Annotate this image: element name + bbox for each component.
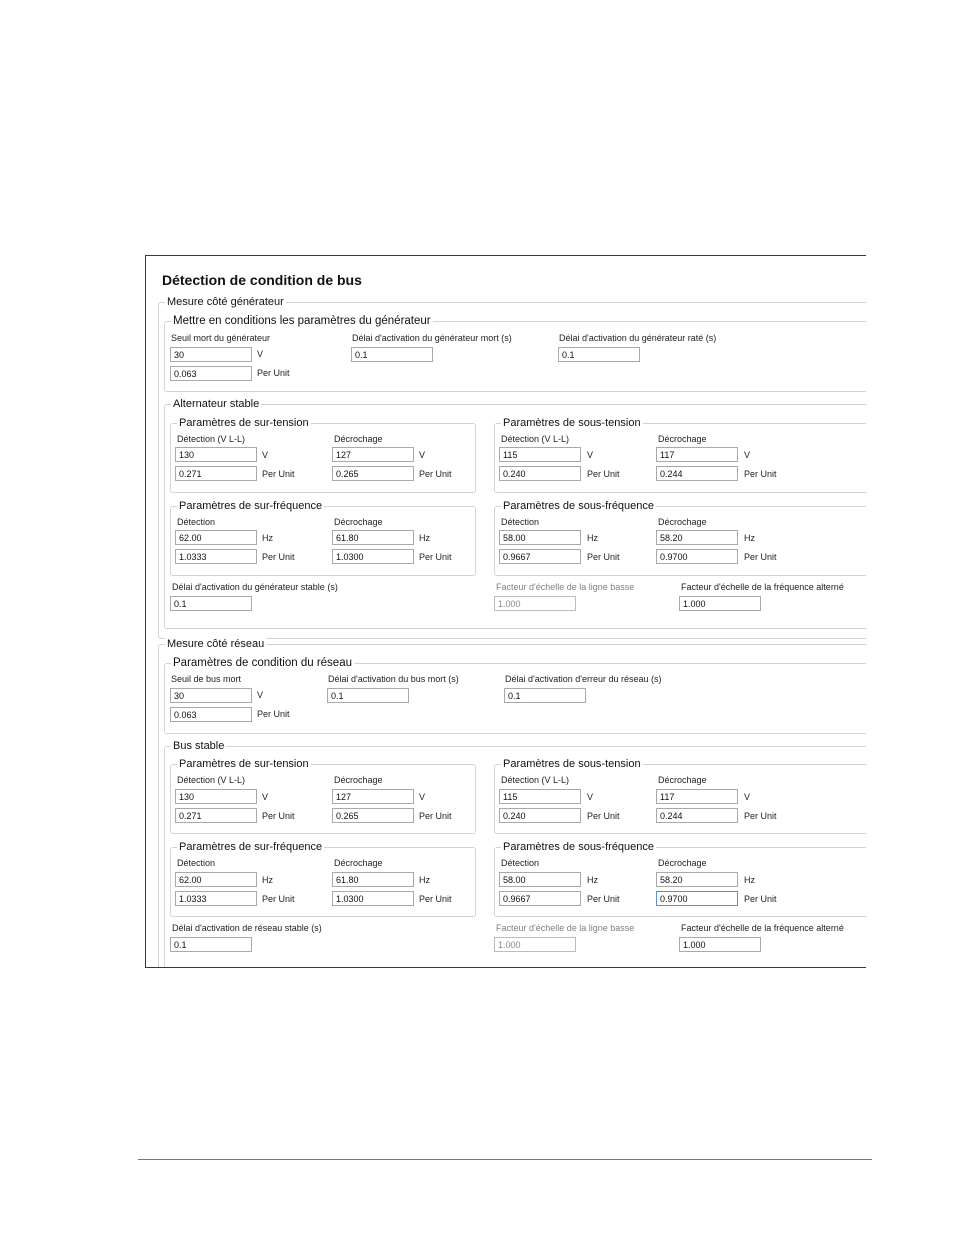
gen-of-drop-pu-input[interactable] xyxy=(332,549,414,564)
net-low-line-label: Facteur d'échelle de la ligne basse xyxy=(496,923,635,933)
net-uf-detect-pu-input[interactable] xyxy=(499,891,581,906)
bus-stable-legend: Bus stable xyxy=(173,740,225,752)
net-dead-threshold-v-unit: V xyxy=(257,690,264,700)
net-uv-drop-pu-input[interactable] xyxy=(656,808,738,823)
net-of-pu-unit: Per Unit xyxy=(262,894,295,904)
gen-overvoltage-legend: Paramètres de sur-tension xyxy=(179,417,309,429)
net-alt-freq-label: Facteur d'échelle de la fréquence alterné xyxy=(681,923,844,933)
net-uf-drop-hz-input[interactable] xyxy=(656,872,738,887)
net-dead-threshold-v-input[interactable] xyxy=(170,688,252,703)
gen-alt-freq-label: Facteur d'échelle de la fréquence alterné xyxy=(681,582,844,592)
net-of-hz-unit: Hz xyxy=(262,875,273,885)
generator-measure-legend: Mesure côté générateur xyxy=(167,296,284,308)
gen-uv-drop-v-unit: V xyxy=(744,450,751,460)
net-dead-threshold-pu-unit: Per Unit xyxy=(257,709,290,719)
net-stable-delay-label: Délai d'activation de réseau stable (s) xyxy=(172,923,322,933)
net-error-delay-label: Délai d'activation d'erreur du réseau (s) xyxy=(505,674,662,684)
net-uv-drop-pu-unit: Per Unit xyxy=(744,811,777,821)
gen-of-drop-hz-input[interactable] xyxy=(332,530,414,545)
gen-failed-delay-label: Délai d'activation du générateur raté (s) xyxy=(559,333,717,343)
gen-dead-threshold-v-unit: V xyxy=(257,349,264,359)
net-uv-drop-label: Décrochage xyxy=(658,775,707,785)
gen-ov-drop-label: Décrochage xyxy=(334,434,383,444)
gen-uv-detect-pu-input[interactable] xyxy=(499,466,581,481)
net-uv-detect-label: Détection (V L-L) xyxy=(501,775,570,785)
gen-uf-detect-pu-input[interactable] xyxy=(499,549,581,564)
gen-ov-detect-v-input[interactable] xyxy=(175,447,257,462)
gen-uf-detect-hz-input[interactable] xyxy=(499,530,581,545)
net-alt-freq-input[interactable] xyxy=(679,937,761,952)
gen-of-drop-hz-unit: Hz xyxy=(419,533,430,543)
gen-ov-drop-v-input[interactable] xyxy=(332,447,414,462)
net-ov-drop-v-unit: V xyxy=(419,792,426,802)
net-of-drop-pu-input[interactable] xyxy=(332,891,414,906)
gen-uv-pu-unit: Per Unit xyxy=(587,469,620,479)
net-underfreq-legend: Paramètres de sous-fréquence xyxy=(503,841,655,853)
net-ov-drop-pu-unit: Per Unit xyxy=(419,811,452,821)
network-settings-legend: Paramètres de condition du réseau xyxy=(173,657,352,669)
net-dead-delay-input[interactable] xyxy=(327,688,409,703)
gen-uv-v-unit: V xyxy=(587,450,594,460)
net-of-detect-hz-input[interactable] xyxy=(175,872,257,887)
gen-uv-drop-v-input[interactable] xyxy=(656,447,738,462)
net-low-line-input xyxy=(494,937,576,952)
net-ov-detect-pu-input[interactable] xyxy=(175,808,257,823)
net-uf-drop-pu-input[interactable] xyxy=(656,891,738,906)
gen-dead-delay-label: Délai d'activation du générateur mort (s) xyxy=(352,333,512,343)
gen-uf-detect-label: Détection xyxy=(501,517,540,527)
net-of-drop-hz-input[interactable] xyxy=(332,872,414,887)
bus-condition-panel xyxy=(145,255,866,968)
gen-of-drop-label: Décrochage xyxy=(334,517,383,527)
net-of-drop-pu-unit: Per Unit xyxy=(419,894,452,904)
gen-ov-drop-pu-input[interactable] xyxy=(332,466,414,481)
net-undervoltage-legend: Paramètres de sous-tension xyxy=(503,758,641,770)
net-of-drop-label: Décrochage xyxy=(334,858,383,868)
generator-settings-group xyxy=(164,315,866,392)
net-uf-detect-label: Détection xyxy=(501,858,540,868)
gen-overfreq-legend: Paramètres de sur-fréquence xyxy=(179,500,323,512)
alternator-stable-legend: Alternateur stable xyxy=(173,398,260,410)
gen-stable-delay-label: Délai d'activation du générateur stable (s) xyxy=(172,582,338,592)
net-ov-detect-v-input[interactable] xyxy=(175,789,257,804)
gen-of-detect-pu-input[interactable] xyxy=(175,549,257,564)
gen-failed-delay-input[interactable] xyxy=(558,347,640,362)
net-uv-v-unit: V xyxy=(587,792,594,802)
net-overvoltage-legend: Paramètres de sur-tension xyxy=(179,758,309,770)
gen-ov-pu-unit: Per Unit xyxy=(262,469,295,479)
gen-uf-drop-hz-input[interactable] xyxy=(656,530,738,545)
gen-of-drop-pu-unit: Per Unit xyxy=(419,552,452,562)
net-ov-drop-pu-input[interactable] xyxy=(332,808,414,823)
gen-of-pu-unit: Per Unit xyxy=(262,552,295,562)
gen-uf-pu-unit: Per Unit xyxy=(587,552,620,562)
net-error-delay-input[interactable] xyxy=(504,688,586,703)
gen-uv-drop-label: Décrochage xyxy=(658,434,707,444)
net-of-drop-hz-unit: Hz xyxy=(419,875,430,885)
net-uv-drop-v-input[interactable] xyxy=(656,789,738,804)
net-uv-detect-pu-input[interactable] xyxy=(499,808,581,823)
gen-of-hz-unit: Hz xyxy=(262,533,273,543)
gen-dead-delay-input[interactable] xyxy=(351,347,433,362)
gen-underfreq-legend: Paramètres de sous-fréquence xyxy=(503,500,655,512)
footer-rule xyxy=(138,1159,872,1160)
net-uf-drop-hz-unit: Hz xyxy=(744,875,755,885)
gen-undervoltage-legend: Paramètres de sous-tension xyxy=(503,417,641,429)
gen-uf-drop-pu-unit: Per Unit xyxy=(744,552,777,562)
gen-dead-threshold-pu-unit: Per Unit xyxy=(257,368,290,378)
gen-ov-drop-pu-unit: Per Unit xyxy=(419,469,452,479)
gen-low-line-label: Facteur d'échelle de la ligne basse xyxy=(496,582,635,592)
gen-dead-threshold-label: Seuil mort du générateur xyxy=(171,333,271,343)
gen-ov-detect-label: Détection (V L-L) xyxy=(177,434,246,444)
net-uv-detect-v-input[interactable] xyxy=(499,789,581,804)
generator-settings-legend: Mettre en conditions les paramètres du générateur xyxy=(173,315,431,327)
gen-uf-drop-label: Décrochage xyxy=(658,517,707,527)
net-uf-drop-pu-unit: Per Unit xyxy=(744,894,777,904)
gen-uf-drop-hz-unit: Hz xyxy=(744,533,755,543)
net-ov-v-unit: V xyxy=(262,792,269,802)
net-uf-detect-hz-input[interactable] xyxy=(499,872,581,887)
gen-uf-hz-unit: Hz xyxy=(587,533,598,543)
net-ov-detect-label: Détection (V L-L) xyxy=(177,775,246,785)
net-dead-threshold-label: Seuil de bus mort xyxy=(171,674,242,684)
net-stable-delay-input[interactable] xyxy=(170,937,252,952)
gen-of-detect-hz-input[interactable] xyxy=(175,530,257,545)
net-ov-drop-label: Décrochage xyxy=(334,775,383,785)
net-of-detect-label: Détection xyxy=(177,858,216,868)
gen-ov-drop-v-unit: V xyxy=(419,450,426,460)
gen-alt-freq-input[interactable] xyxy=(679,596,761,611)
net-uf-hz-unit: Hz xyxy=(587,875,598,885)
net-uf-drop-label: Décrochage xyxy=(658,858,707,868)
gen-uv-drop-pu-unit: Per Unit xyxy=(744,469,777,479)
net-uf-pu-unit: Per Unit xyxy=(587,894,620,904)
gen-dead-threshold-pu-input[interactable] xyxy=(170,366,252,381)
page-title: Détection de condition de bus xyxy=(162,272,362,288)
gen-ov-v-unit: V xyxy=(262,450,269,460)
net-overfreq-legend: Paramètres de sur-fréquence xyxy=(179,841,323,853)
network-measure-legend: Mesure côté réseau xyxy=(167,638,265,650)
net-uv-drop-v-unit: V xyxy=(744,792,751,802)
net-uv-pu-unit: Per Unit xyxy=(587,811,620,821)
gen-stable-delay-input[interactable] xyxy=(170,596,252,611)
gen-of-detect-label: Détection xyxy=(177,517,216,527)
net-dead-delay-label: Délai d'activation du bus mort (s) xyxy=(328,674,459,684)
net-ov-pu-unit: Per Unit xyxy=(262,811,295,821)
gen-uv-detect-label: Détection (V L-L) xyxy=(501,434,570,444)
gen-dead-threshold-v-input[interactable] xyxy=(170,347,252,362)
gen-low-line-input xyxy=(494,596,576,611)
net-of-detect-pu-input[interactable] xyxy=(175,891,257,906)
gen-uf-drop-pu-input[interactable] xyxy=(656,549,738,564)
gen-uv-detect-v-input[interactable] xyxy=(499,447,581,462)
net-dead-threshold-pu-input[interactable] xyxy=(170,707,252,722)
gen-ov-detect-pu-input[interactable] xyxy=(175,466,257,481)
gen-uv-drop-pu-input[interactable] xyxy=(656,466,738,481)
net-ov-drop-v-input[interactable] xyxy=(332,789,414,804)
